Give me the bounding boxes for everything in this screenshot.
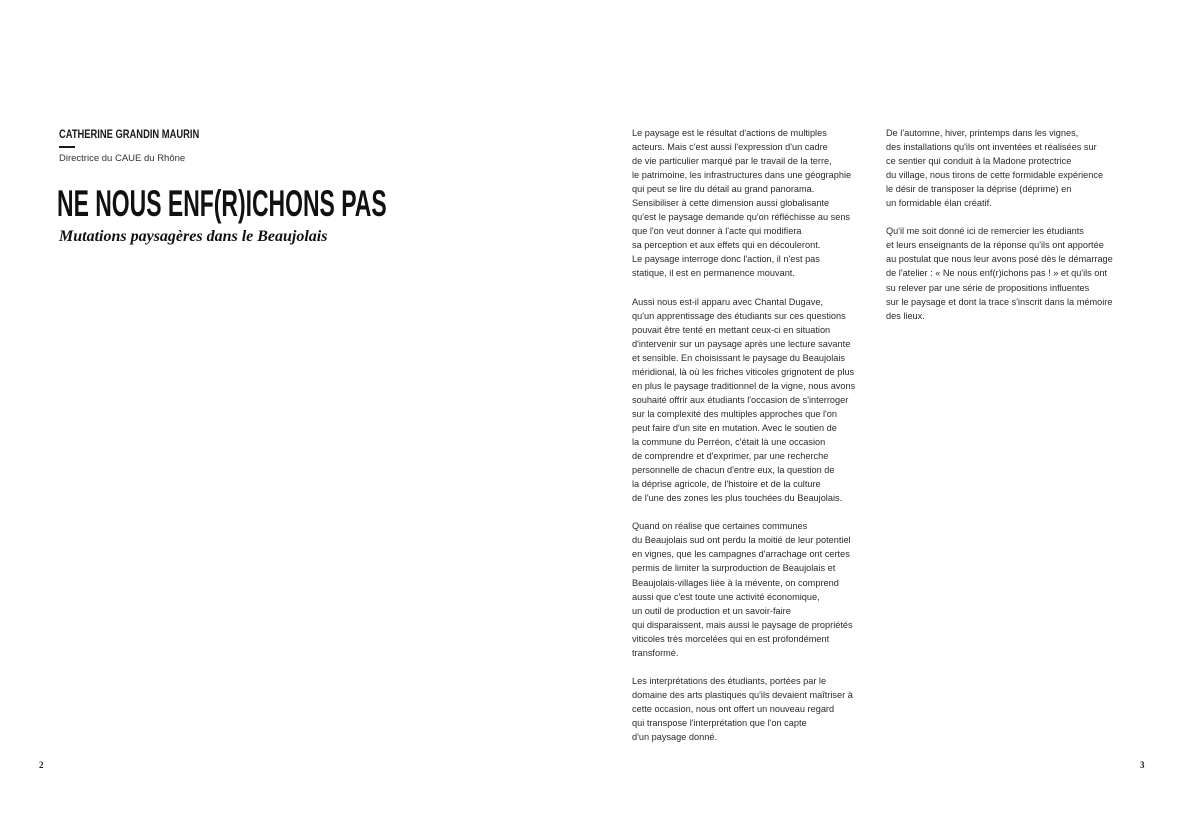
text-line: le patrimoine, les infrastructures dans une géographie xyxy=(632,170,852,181)
text-line: transformé. xyxy=(632,647,679,658)
text-line: méridional, là où les friches viticoles grignotent de plus xyxy=(632,366,855,377)
text-line: qui peut se lire du détail au grand panorama. xyxy=(632,184,815,195)
text-line: de l'une des zones les plus touchées du Beaujolais. xyxy=(632,493,843,504)
text-line: le désir de transposer la déprise (déprime) en xyxy=(886,184,1072,195)
text-line: Qu'il me soit donné ici de remercier les étudiants xyxy=(886,226,1084,237)
text-line: du village, nous tirons de cette formidable expérience xyxy=(886,170,1104,181)
body-paragraph xyxy=(632,126,882,281)
body-paragraph xyxy=(632,519,882,659)
page-title: NE NOUS ENF(R)ICHONS PAS xyxy=(57,183,387,224)
text-line: ce sentier qui conduit à la Madone protectrice xyxy=(886,156,1072,167)
text-line: en vignes, que les campagnes d'arrachage ont certes xyxy=(632,549,850,560)
page-number-left: 2 xyxy=(39,760,44,770)
right-page xyxy=(591,0,1182,835)
body-paragraph xyxy=(886,126,1136,210)
text-line: la commune du Perréon, c'était là une occasion xyxy=(632,437,826,448)
text-line: et leurs enseignants de la réponse qu'ils ont apportée xyxy=(886,240,1104,251)
text-line: su relever par une série de propositions influentes xyxy=(886,282,1090,293)
text-line: cette occasion, nous ont offert un nouveau regard xyxy=(632,703,835,714)
text-line: permis de limiter la surproduction de Beaujolais et xyxy=(632,563,836,574)
text-line: de vie particulier marqué par le travail de la terre, xyxy=(632,156,832,167)
text-line: la déprise agricole, de l'histoire et de la culture xyxy=(632,479,821,490)
text-line: qui disparaissent, mais aussi le paysage de propriétés xyxy=(632,619,853,630)
text-line: un formidable élan créatif. xyxy=(886,198,992,209)
text-line: peut faire d'un site en mutation. Avec le soutien de xyxy=(632,422,837,433)
page-subtitle: Mutations paysagères dans le Beaujolais xyxy=(59,228,328,245)
text-line: que l'on veut donner à l'acte qui modifiera xyxy=(632,226,802,237)
author-name: CATHERINE GRANDIN MAURIN xyxy=(59,127,200,141)
body-paragraph xyxy=(632,295,882,506)
text-line: De l'automne, hiver, printemps dans les vignes, xyxy=(886,128,1079,138)
text-line: pouvait être tenté en mettant ceux-ci en situation xyxy=(632,324,831,335)
page-number-right: 3 xyxy=(1140,760,1145,770)
text-line: aussi que c'est toute une activité économique, xyxy=(632,591,820,602)
body-paragraph xyxy=(886,224,1136,322)
text-line: Les interprétations des étudiants, portées par le xyxy=(632,675,827,686)
text-line: de l'atelier : « Ne nous enf(r)ichons pas ! » et qu'ils ont xyxy=(886,268,1108,279)
text-line: d'un paysage donné. xyxy=(632,732,718,743)
text-line: des installations qu'ils ont inventées et réalisées sur xyxy=(886,142,1097,153)
text-line: au postulat que nous leur avons posé dès le démarrage xyxy=(886,254,1113,265)
text-line: Le paysage interroge donc l'action, il n'est pas xyxy=(632,254,820,265)
text-line: d'intervenir sur un paysage après une lecture savante xyxy=(632,338,851,349)
body-paragraph xyxy=(632,674,882,744)
text-line: Beaujolais-villages liée à la mévente, on comprend xyxy=(632,577,839,588)
text-line: Aussi nous est-il apparu avec Chantal Dugave, xyxy=(632,296,824,307)
text-column-1 xyxy=(632,126,882,758)
text-line: sur le paysage et dont la trace s'inscrit dans la mémoire xyxy=(886,296,1113,307)
text-line: personnelle de chacun d'entre eux, la question de xyxy=(632,465,835,476)
author-role: Directrice du CAUE du Rhône xyxy=(59,153,186,164)
text-line: en plus le paysage traditionnel de la vigne, nous avons xyxy=(632,380,856,391)
text-line: de comprendre et d'exprimer, par une recherche xyxy=(632,451,829,462)
text-line: sur la complexité des multiples approches que l'on xyxy=(632,408,838,419)
text-line: un outil de production et un savoir-faire xyxy=(632,605,791,616)
text-line: acteurs. Mais c'est aussi l'expression d'un cadre xyxy=(632,142,828,153)
text-line: viticoles très morcelées qui en est profondément xyxy=(632,633,830,644)
text-line: souhaité offrir aux étudiants l'occasion de s'interroger xyxy=(632,394,849,405)
text-line: Sensibiliser à cette dimension aussi globalisante xyxy=(632,198,830,209)
text-line: du Beaujolais sud ont perdu la moitié de leur potentiel xyxy=(632,535,851,546)
text-line: domaine des arts plastiques qu'ils devaient maîtriser à xyxy=(632,689,853,700)
text-line: et sensible. En choisissant le paysage du Beaujolais xyxy=(632,352,845,363)
text-line: Quand on réalise que certaines communes xyxy=(632,521,808,532)
text-line: des lieux. xyxy=(886,310,925,321)
text-line: Le paysage est le résultat d'actions de multiples xyxy=(632,128,827,138)
text-column-2 xyxy=(886,126,1136,337)
author-rule xyxy=(59,146,75,148)
text-line: qu'est le paysage demande qu'on réfléchisse au sens xyxy=(632,212,851,223)
text-line: statique, il est en permanence mouvant. xyxy=(632,268,795,279)
text-line: qu'un apprentissage des étudiants sur ces questions xyxy=(632,310,846,321)
text-line: qui transpose l'interprétation que l'on capte xyxy=(632,717,807,728)
text-line: sa perception et aux effets qui en découleront. xyxy=(632,240,821,251)
